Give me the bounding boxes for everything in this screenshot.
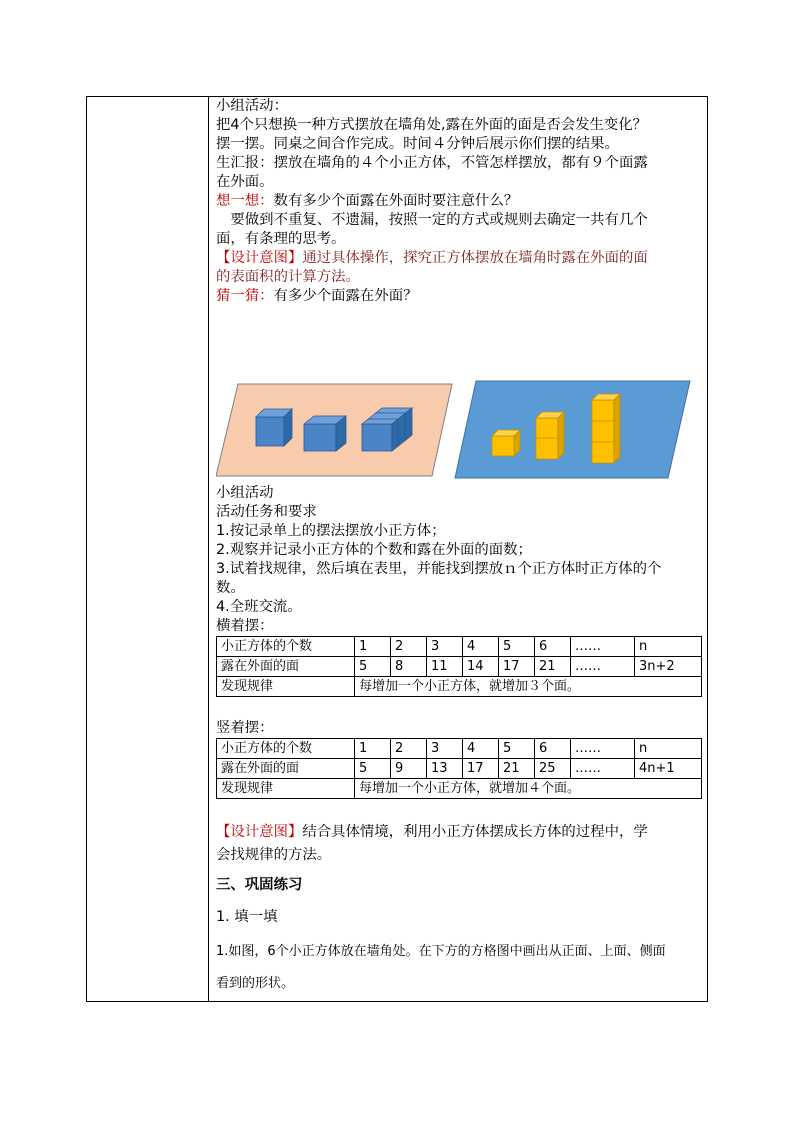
table-cell: 25	[535, 759, 571, 779]
yellow-cube-single	[492, 430, 520, 456]
horizontal-label: 横着摆：	[216, 618, 274, 634]
design-intent-text: 通过具体操作，探究正方体摆放在墙角时露在外面的面	[302, 250, 648, 266]
task-item: 数。	[216, 580, 245, 596]
table-cell: 5	[355, 657, 391, 677]
activity-question: 把4个只想换一种方式摆放在墙角处,露在外面的面是否会发生变化？	[216, 117, 648, 133]
design-intent-label: 【设计意图】	[216, 250, 303, 266]
report-line: 生汇报：摆放在墙角的４个小正方体，不管怎样摆放，都有９个面露	[216, 155, 648, 171]
table-cell: 3n+2	[635, 657, 702, 677]
table-cell: 5	[355, 759, 391, 779]
table-cell: 3	[427, 637, 463, 657]
table-cell: ……	[571, 739, 635, 759]
table-cell: 5	[499, 637, 535, 657]
design-intent-line	[216, 821, 702, 844]
think-line	[216, 192, 702, 211]
table-cell: 11	[427, 657, 463, 677]
guess-line	[216, 287, 702, 306]
exercise-question: 1.如图，6个小正方体放在墙角处。在下方的方格图中画出从正面、上面、侧面	[216, 944, 666, 959]
guess-label: 猜一猜：	[216, 288, 274, 304]
right-panel	[455, 381, 690, 478]
table-cell: 17	[499, 657, 535, 677]
vertical-label: 竖着摆：	[216, 720, 274, 736]
table-cell: ……	[571, 637, 635, 657]
think-question: 数有多少个面露在外面时要注意什么？	[273, 193, 519, 209]
table-cell: 1	[355, 739, 391, 759]
task-item: 2.观察并记录小正方体的个数和露在外面的面数；	[216, 542, 532, 558]
vertical-table	[216, 738, 702, 799]
design-intent-text: 会找规律的方法。	[216, 847, 332, 863]
table-cell: n	[635, 637, 702, 657]
table-cell: 5	[499, 739, 535, 759]
yellow-cube-column-2	[536, 412, 564, 459]
table-row	[217, 677, 702, 697]
table-cell: 2	[391, 637, 427, 657]
table-cell: 21	[535, 657, 571, 677]
table-row	[217, 739, 702, 759]
blue-cube-double	[304, 416, 346, 451]
think-answer: 要做到不重复、不遗漏，按照一定的方式或规则去确定一共有几个	[216, 212, 648, 228]
lesson-content	[216, 97, 702, 993]
horizontal-table	[216, 636, 702, 697]
table-cell: 17	[463, 759, 499, 779]
table-cell: 1	[355, 637, 391, 657]
activity2-title: 小组活动	[216, 485, 274, 501]
task-item: 1.按记录单上的摆法摆放小正方体；	[216, 523, 446, 539]
table-cell: ……	[571, 657, 635, 677]
cube-figure	[216, 306, 702, 484]
design-intent-text: 的表面积的计算方法。	[216, 269, 360, 285]
cube-arrangements-illustration	[216, 306, 702, 484]
design-intent-text: 结合具体情境，利用小正方体摆成长方体的过程中，学	[302, 824, 648, 840]
guess-question: 有多少个面露在外面？	[273, 288, 418, 304]
rule-label: 发现规律	[217, 779, 355, 799]
table-cell: 9	[391, 759, 427, 779]
think-answer: 面，有条理的思考。	[216, 231, 346, 247]
table-row	[217, 657, 702, 677]
think-label: 想一想：	[216, 193, 274, 209]
table-cell: 4	[463, 637, 499, 657]
report-line: 在外面。	[216, 174, 274, 190]
table-cell: 3	[427, 739, 463, 759]
table-cell: 小正方体的个数	[217, 637, 355, 657]
table-cell: 14	[463, 657, 499, 677]
table-cell: 4n+1	[635, 759, 702, 779]
rule-label: 发现规律	[217, 677, 355, 697]
table-cell: 小正方体的个数	[217, 739, 355, 759]
design-intent-label: 【设计意图】	[216, 824, 303, 840]
rule-text: 每增加一个小正方体，就增加３个面。	[355, 677, 702, 697]
task-item: 3.试着找规律，然后填在表里，并能找到摆放ｎ个正方体时正方体的个	[216, 561, 662, 577]
table-cell: 露在外面的面	[217, 657, 355, 677]
activity-instruction: 摆一摆。同桌之间合作完成。时间４分钟后展示你们摆的结果。	[216, 136, 619, 152]
table-cell: n	[635, 739, 702, 759]
yellow-cube-column-3	[592, 394, 620, 463]
table-row	[217, 759, 702, 779]
table-cell: 21	[499, 759, 535, 779]
exercise-question: 看到的形状。	[216, 976, 295, 991]
table-cell: 2	[391, 739, 427, 759]
table-row	[217, 637, 702, 657]
blue-cube-single	[256, 409, 292, 446]
rule-text: 每增加一个小正方体，就增加４个面。	[355, 779, 702, 799]
table-cell: 6	[535, 739, 571, 759]
activity2-subtitle: 活动任务和要求	[216, 504, 317, 520]
task-item: 4.全班交流。	[216, 599, 302, 615]
activity-title: 小组活动：	[216, 98, 288, 114]
column-divider	[208, 96, 209, 1002]
table-cell: 8	[391, 657, 427, 677]
table-cell: 4	[463, 739, 499, 759]
table-cell: 6	[535, 637, 571, 657]
table-cell: ……	[571, 759, 635, 779]
design-intent-line	[216, 249, 702, 268]
section-heading: 三、巩固练习	[216, 876, 303, 893]
table-cell: 露在外面的面	[217, 759, 355, 779]
table-cell: 13	[427, 759, 463, 779]
section-subheading: 1. 填一填	[216, 909, 278, 925]
table-row	[217, 779, 702, 799]
